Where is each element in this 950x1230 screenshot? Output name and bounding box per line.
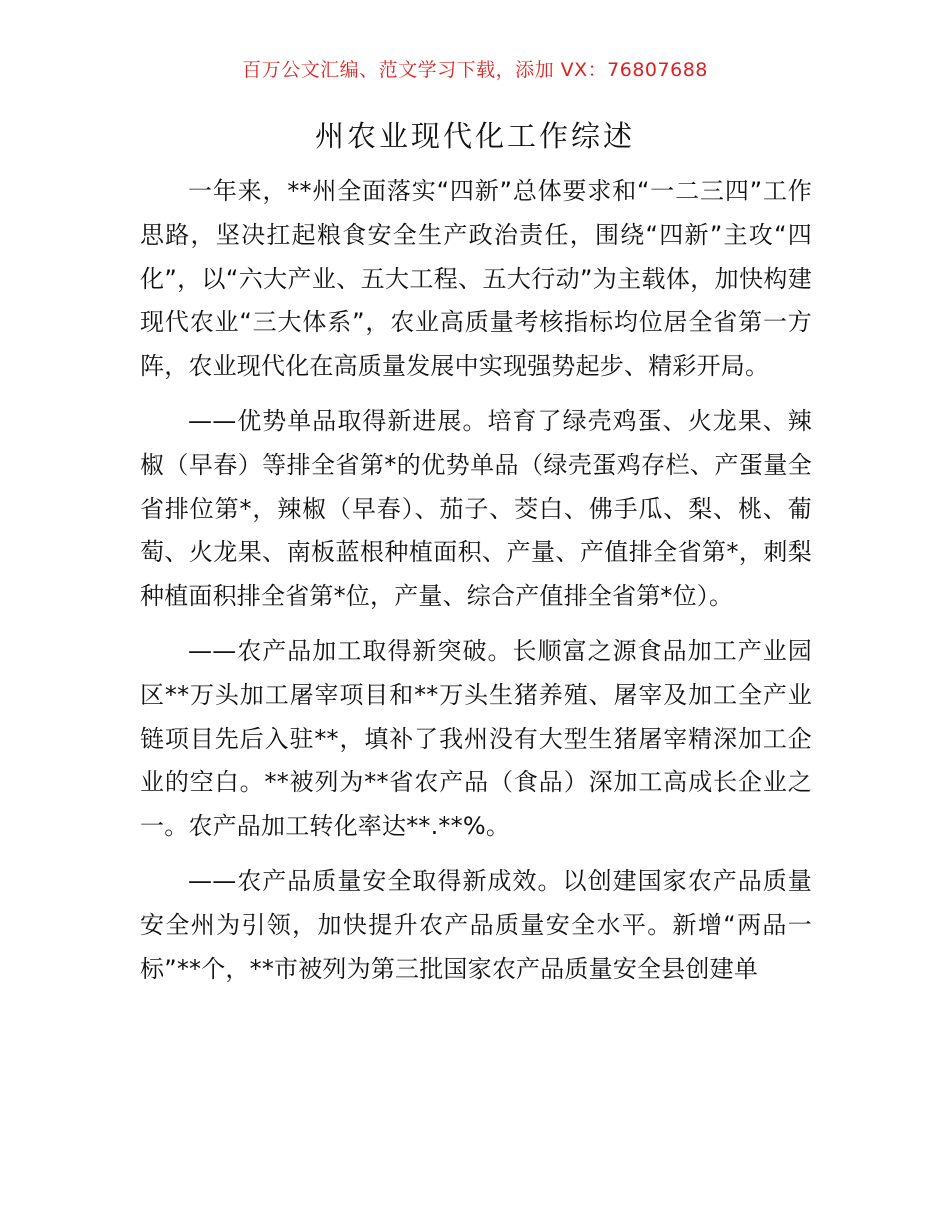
paragraph-advantage-products: ——优势单品取得新进展。培育了绿壳鸡蛋、火龙果、辣椒（早春）等排全省第*的优势单品（绿壳蛋鸡存栏、产蛋量全省排位第*，辣椒（早春）、茄子、茭白、佛手瓜、梨、桃、葡萄、火龙果、南板蓝根种植面积、产量、产值排全省第*，刺梨种植面积排全省第*位，产量、综合产值排全省第*位）。: [140, 406, 812, 611]
watermark-header: 百万公文汇编、范文学习下载，添加 VX：76807688: [242, 59, 708, 81]
paragraph-quality-safety: ——农产品质量安全取得新成效。以创建国家农产品质量安全州为引领，加快提升农产品质量安全水平。新增“两品一标”**个，**市被列为第三批国家农产品质量安全县创建单: [140, 866, 812, 983]
paragraph-product-processing: ——农产品加工取得新突破。长顺富之源食品加工产业园区**万头加工屠宰项目和**万头生猪养殖、屠宰及加工全产业链项目先后入驻**，填补了我州没有大型生猪屠宰精深加工企业的空白。**被列为**省农产品（食品）深加工高成长企业之一。农产品加工转化率达**.**%。: [140, 636, 812, 841]
paragraph-intro: 一年来，**州全面落实“四新”总体要求和“一二三四”工作思路，坚决扛起粮食安全生产政治责任，围绕“四新”主攻“四化”，以“六大产业、五大工程、五大行动”为主载体，加快构建现代农业“三大体系”，农业高质量考核指标均位居全省第一方阵，农业现代化在高质量发展中实现强势起步、精彩开局。: [140, 177, 812, 381]
document-title: 州农业现代化工作综述: [314, 119, 635, 153]
document-body: [140, 170, 812, 1002]
